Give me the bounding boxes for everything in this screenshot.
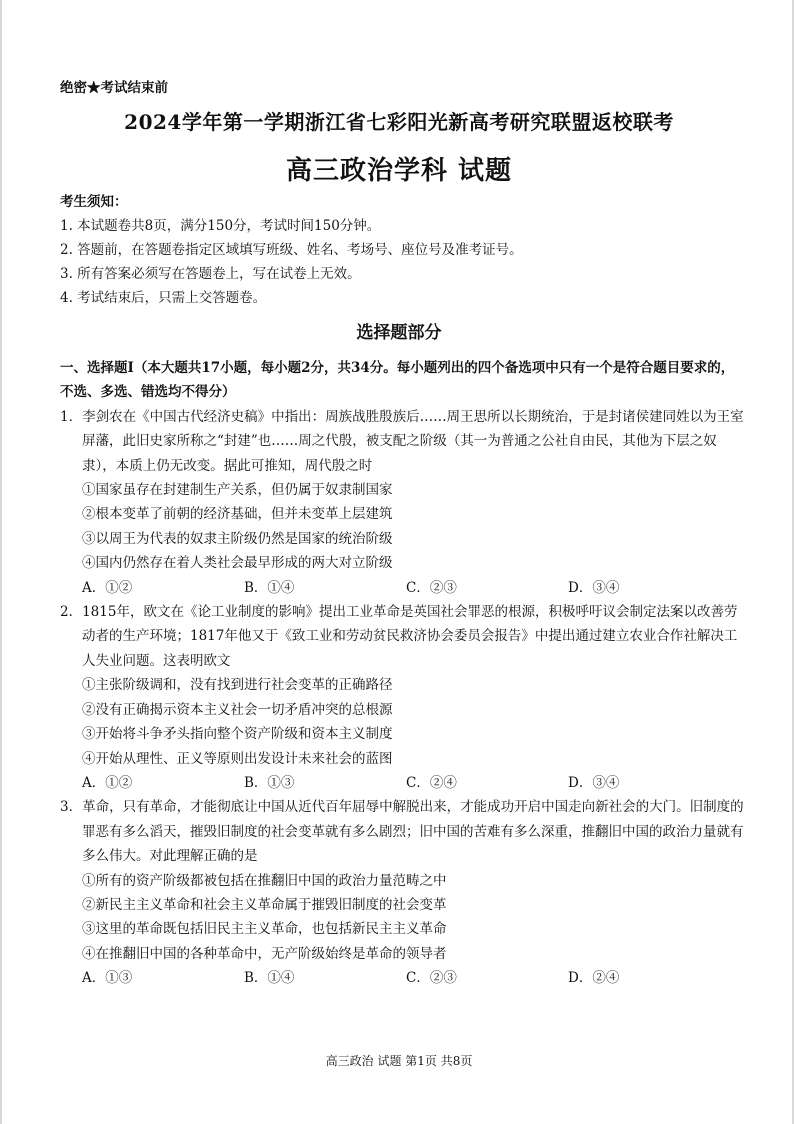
statement: ③这里的革命既包括旧民主主义革命，也包括新民主主义革命 [82,921,447,938]
question-stem: 2．1815年，欧文在《论工业制度的影响》提出工业革命是英国社会罪恶的根源，积极呼吁议会制定法案以改善劳动者的生产环境；1817年他又于《致工业和劳动贫民救济协会委员会报告》中提出通过建立农业合作社解决工人失业问题。这表明欧文 [60,604,738,669]
question-stem: 1．李剑农在《中国古代经济史稿》中指出：周族战胜殷族后……周王思所以长期统治，于是封诸侯建同姓以为王室屏藩，此旧史家所称之“封建”也……周之代殷，被支配之阶级（其一为普通之公社自由民，其他为下层之奴隶），本质上仍无改变。据此可推知，周代殷之时 [60,408,744,474]
notice-item: 3. 所有答案必须写在答题卷上，写在试卷上无效。 [60,266,361,282]
page-footer: 高三政治 试题 第1页 共8页 [325,1054,473,1068]
statement: ①所有的资产阶级都被包括在推翻旧中国的政治力量范畴之中 [82,872,447,889]
statement: ①国家虽存在封建制生产关系，但仍属于奴隶制国家 [82,482,393,499]
option-a: A．①② [82,774,133,791]
question-stem: 3．革命，只有革命，才能彻底让中国从近代百年屈辱中解脱出来，才能成功开启中国走向新社会的大门。旧制度的罪恶有多么滔天，摧毁旧制度的社会变革就有多么剧烈；旧中国的苦难有多么深重，推翻旧中国的政治力量就有多么伟大。对此理解正确的是 [60,799,744,865]
notice-item: 4. 考试结束后，只需上交答题卷。 [60,290,267,306]
option-a: A．①③ [82,970,133,987]
statement: ④开始从理性、正义等原则出发设计未来社会的蓝图 [82,750,393,767]
question-2 [60,600,746,795]
exam-title: 2024学年第一学期浙江省七彩阳光新高考研究联盟返校联考 [124,110,674,134]
questions-area [60,356,746,991]
option-d: D．③④ [568,579,620,596]
option-b: B．①④ [244,970,295,987]
notice-item: 2. 答题前，在答题卷指定区域填写班级、姓名、考场号、座位号及准考证号。 [60,242,523,258]
option-c: C．②③ [406,970,457,987]
exam-subtitle: 高三政治学科 试题 [285,156,513,186]
option-b: B．①③ [244,774,295,791]
notice-item: 1. 本试题卷共8页，满分150分，考试时间150分钟。 [60,218,381,234]
statement: ④国内仍然存在着人类社会最早形成的两大对立阶级 [82,555,393,572]
option-b: B．①④ [244,579,295,596]
statement: ②新民主主义革命和社会主义革命属于摧毁旧制度的社会变革 [82,896,447,913]
statement: ①主张阶级调和，没有找到进行社会变革的正确路径 [82,677,393,694]
option-a: A．①② [82,579,133,596]
statement: ②没有正确揭示资本主义社会一切矛盾冲突的总根源 [82,701,393,718]
section-title: 选择题部分 [356,323,442,343]
confidential-label: 绝密★考试结束前 [60,80,168,96]
option-c: C．②③ [406,579,457,596]
answer-options [60,966,746,990]
statement: ④在推翻旧中国的各种革命中，无产阶级始终是革命的领导者 [82,945,447,962]
option-d: D．②④ [568,970,620,987]
statement: ③开始将斗争矛头指向整个资产阶级和资本主义制度 [82,726,393,743]
answer-options [60,576,746,600]
statement: ③以周王为代表的奴隶主阶级仍然是国家的统治阶级 [82,530,393,547]
part-heading: 一、选择题Ⅰ（本大题共17小题，每小题2分，共34分。每小题列出的四个备选项中只有一个是符合题目要求的，不选、多选、错选均不得分） [60,360,735,401]
question-3 [60,795,746,990]
candidate-notice [60,190,750,310]
option-c: C．②④ [406,774,457,791]
answer-options [60,771,746,795]
notice-heading: 考生须知： [60,194,128,210]
option-d: D．③④ [568,774,620,791]
statement: ②根本变革了前朝的经济基础，但并未变革上层建筑 [82,506,393,523]
question-1 [60,405,746,600]
